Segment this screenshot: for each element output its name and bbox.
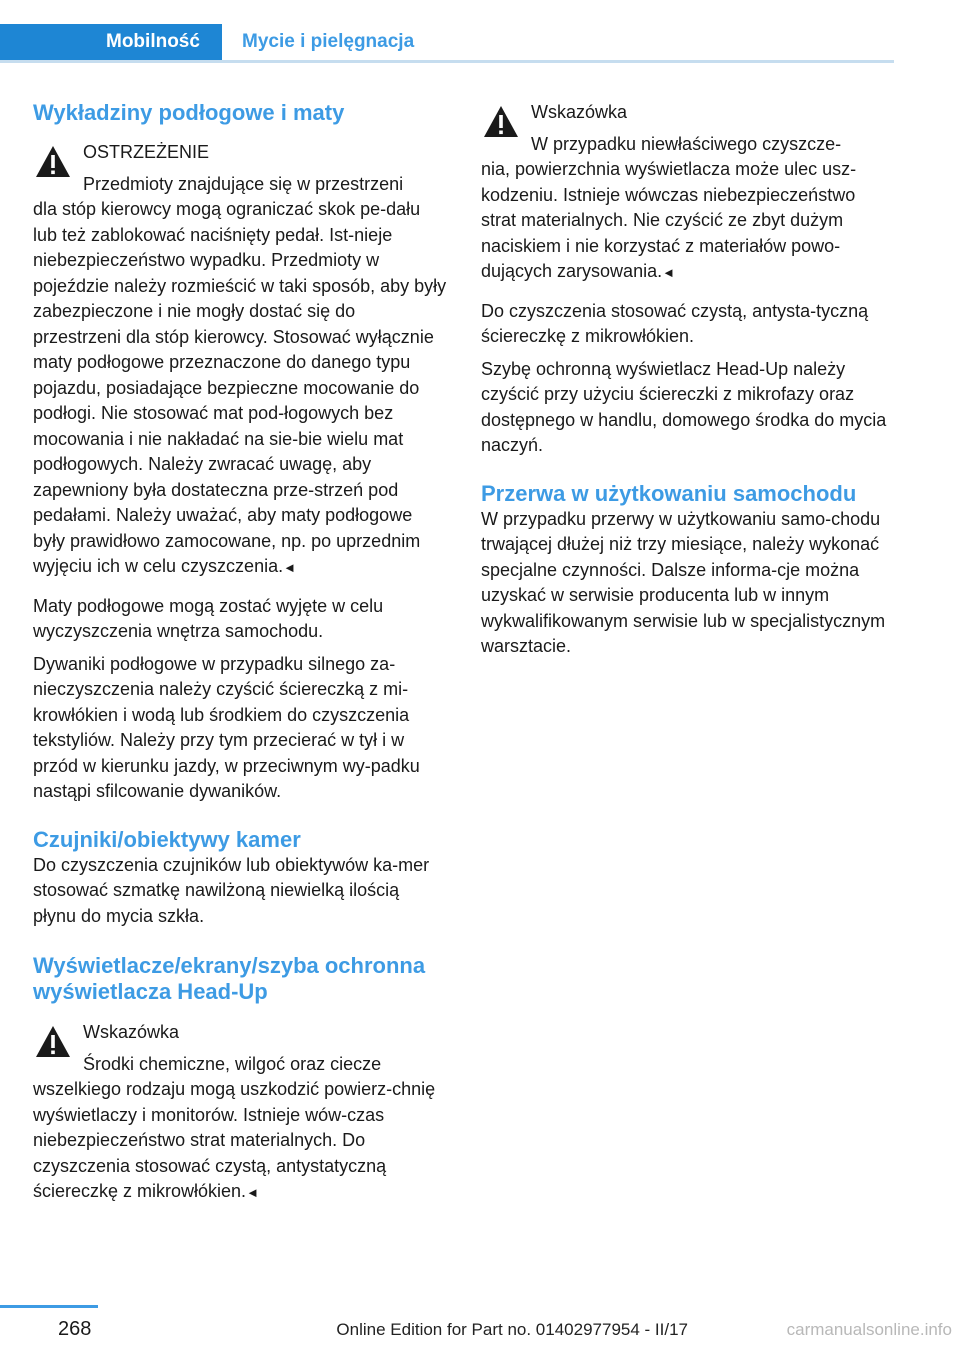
end-mark: ◄ — [283, 560, 296, 575]
notice-label: Wskazówka — [531, 102, 628, 122]
warning-text-first-line: Przedmioty znajdujące się w przestrzeni — [83, 173, 404, 194]
right-column — [481, 100, 895, 660]
section-title-displays: Wyświetlacze/ekrany/szyba ochronna wyświetlacza Head-Up — [33, 953, 426, 1004]
paragraph: Szybę ochronną wyświetlacz Head-Up należy czyścić przy użyciu ściereczki z mikrofazy oraz dostępnego w handlu, domowego środka do mycia naczyń. — [481, 358, 887, 455]
notice-label: Wskazówka — [83, 1022, 180, 1042]
tab-mobilnosc[interactable]: Mobilność — [0, 24, 222, 60]
warning-triangle-icon — [481, 102, 521, 142]
notice-block — [481, 100, 895, 286]
paragraph: W przypadku przerwy w użytkowaniu samo-chodu trwającej dłużej niż trzy miesiące, należy wykonać specjalne czynności. Dalsze informa-cje można uzyskać w serwisie producenta lub w innym wykwalifikowanym serwisie lub w specjalistycznym warsztacie. — [481, 508, 886, 656]
paragraph: Dywaniki podłogowe w przypadku silnego za-nieczyszczenia należy czyścić ściereczką z mi-krowłókien i wodą lub środkiem do czyszczenia tekstyliów. Należy przy tym przecierać w tył i w przód w kierunku jazdy, w przeciwnym wy-padku nastąpi sfilcowanie dywaników. — [33, 653, 420, 801]
paragraph: Do czyszczenia czujników lub obiektywów ka-mer stosować szmatkę nawilżoną niewielką ilością płynu do mycia szkła. — [33, 854, 430, 926]
paragraph: Do czyszczenia stosować czystą, antysta-tyczną ściereczkę z mikrowłókien. — [481, 300, 869, 346]
footer-accent-bar — [0, 1305, 98, 1308]
section-title-vehicle-storage: Przerwa w użytkowaniu samochodu — [481, 480, 857, 506]
warning-block — [33, 140, 447, 581]
warning-triangle-icon — [33, 1022, 73, 1062]
watermark: carmanualsonline.info — [786, 1320, 952, 1339]
end-mark: ◄ — [246, 1185, 259, 1200]
section-title-sensors: Czujniki/obiektywy kamer — [33, 826, 301, 852]
header-divider — [0, 60, 894, 63]
edition-note: Online Edition for Part no. 01402977954 - II/17 — [336, 1320, 688, 1339]
left-column — [33, 100, 447, 1206]
tab-mycie-pielegnacja[interactable]: Mycie i pielęgnacja — [242, 31, 415, 52]
header-bar — [0, 0, 960, 62]
warning-label: OSTRZEŻENIE — [83, 142, 210, 162]
notice-block — [33, 1020, 447, 1206]
section-title-floor-mats: Wykładziny podłogowe i maty — [33, 100, 345, 125]
warning-text: dla stóp kierowcy mogą ograniczać skok pe-dału lub też zablokować naciśnięty pedał. Ist-nieje niebezpieczeństwo wypadku. Przedmioty w pojeździe należy rozmieścić w taki sposób, aby były zabezpieczone i nie mogły dostać się do przestrzeni dla stóp kierowcy. Stosować wyłącznie maty podłogowe przeznaczone do danego typu pojazdu, posiadające bezpieczne mocowanie do podłogi. Nie stosować mat pod-łogowych bez mocowania i nie nakładać na sie-bie wielu mat podłogowych. Należy zwracać uwagę, aby zapewniony była dostateczna prze-strzeń pod pedałami. Należy uważać, aby maty podłogowe były prawidłowo zamocowane, np. po uprzednim wyjęciu ich w celu czyszczenia.◄ — [33, 199, 447, 576]
notice-text-first-line: W przypadku niewłaściwego czyszcze- — [531, 133, 842, 154]
notice-text-first-line: Środki chemiczne, wilgoć oraz ciecze — [83, 1053, 382, 1074]
page-number: 268 — [58, 1318, 92, 1340]
warning-triangle-icon — [33, 142, 73, 182]
paragraph: Maty podłogowe mogą zostać wyjęte w celu wyczyszczenia wnętrza samochodu. — [33, 595, 384, 641]
end-mark: ◄ — [662, 265, 675, 280]
notice-text: nia, powierzchnia wyświetlacza może ulec usz-kodzeniu. Istnieje wówczas niebezpieczeństwo strat materialnych. Nie czyścić ze zbyt dużym naciskiem i nie korzystać z materiałów powo-dujących zarysowania.◄ — [481, 159, 857, 281]
notice-text: wszelkiego rodzaju mogą uszkodzić powierz-chnię wyświetlaczy i monitorów. Istnieje wów-czas niebezpieczeństwo strat materialnych. Do czyszczenia stosować czystą, antystatyczną ściereczkę z mikrowłókien.◄ — [33, 1079, 436, 1201]
